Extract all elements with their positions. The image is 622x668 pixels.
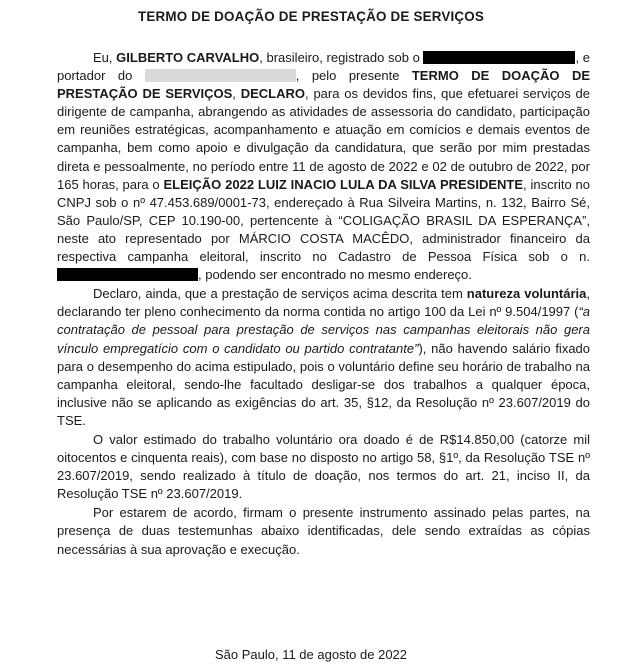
text: ), não havendo salário fixado para o desempenho do acima estipulado, pois o voluntário define seu horário de trabalho na campanha eleitoral, sendo-lhe facultado desligar-se dos trabalhos a qualquer época, inclusive não se aplicando as exigências do art. 35, §12, da Resolução nº 23.607/2019 do TSE. [57,340,591,428]
text: , para os devidos fins, que efetuarei serviços de dirigente de campanha, abrangendo as atividades de assessoria do candidato, participação em reuniões estratégicas, acompanhamento e atuação em comícios e demais eventos de campanha, bem como apoio e divulgação da candidatura, que serão por mim prestadas direta e pessoalmente, no período entre 11 de agosto de 2022 e 02 de outubro de 2022, por 165 horas, para o [57,86,590,192]
redacted-registration [423,51,575,64]
text: , e portador do [57,50,590,84]
voluntary-nature: natureza voluntária [466,286,587,302]
document-title: TERMO DE DOAÇÃO DE PRESTAÇÃO DE SERVIÇOS [137,9,485,24]
paragraph-value: O valor estimado do trabalho voluntário ora doado é de R$14.850,00 (catorze mil oitocentos e cinquenta reais), com base no disposto no artigo 58, §1º, da Resolução TSE nº 23.607/2019, sendo realizado à título de doação, nos termos do art. 21, inciso II, da Resolução TSE nº 23.607/2019. [57,431,590,502]
text: Declaro, ainda, que a prestação de serviços acima descrita tem [93,286,467,302]
paragraph-declaration [57,49,590,284]
text: , declarando ter pleno conhecimento da norma contida no artigo 100 da Lei nº 9.504/1997 ( [57,286,591,320]
redacted-document-number [145,69,296,82]
paragraph-agreement: Por estarem de acordo, firmam o presente instrumento assinado pelas partes, na presença de duas testemunhas abaixo identificadas, dele sendo extraídas as cópias necessárias à sua aprovação e execução. [57,505,590,557]
text: , pelo presente [295,68,412,84]
document-body [57,49,590,559]
paragraph-voluntary [57,285,590,430]
election-name: ELEIÇÃO 2022 LUIZ INACIO LULA DA SILVA PRESIDENTE [163,176,524,192]
text: , brasileiro, registrado sob o [259,50,424,65]
term-title: TERMO DE DOAÇÃO DE PRESTAÇÃO DE SERVIÇOS [57,68,591,102]
place-and-date: São Paulo, 11 de agosto de 2022 [214,647,408,662]
text: , inscrito no CNPJ sob o nº 47.453.689/0001-73, endereçado à Rua Silveira Martins, n. 132, Bairro Sé, São Paulo/SP, CEP 10.190-00, pertencente à “COLIGAÇÃO BRASIL DA ESPERANÇA”, neste ato representado por MÁRCIO COSTA MACÊDO, administrador financeiro da respectiva campanha eleitoral, inscrito no Cadastro de Pessoa Física sob o n. [57,176,590,265]
text: , podendo ser encontrado no mesmo endereço. [198,267,472,283]
declaro-keyword: DECLARO [240,86,306,102]
text: Eu, [93,50,117,65]
law-quote: “a contratação de pessoal para prestação de serviços nas campanhas eleitorais não gera vínculo empregatício com o candidato ou partido contratante” [57,304,590,356]
redacted-cpf [57,268,198,281]
text: , [232,86,241,102]
declarant-name: GILBERTO CARVALHO [116,50,260,65]
